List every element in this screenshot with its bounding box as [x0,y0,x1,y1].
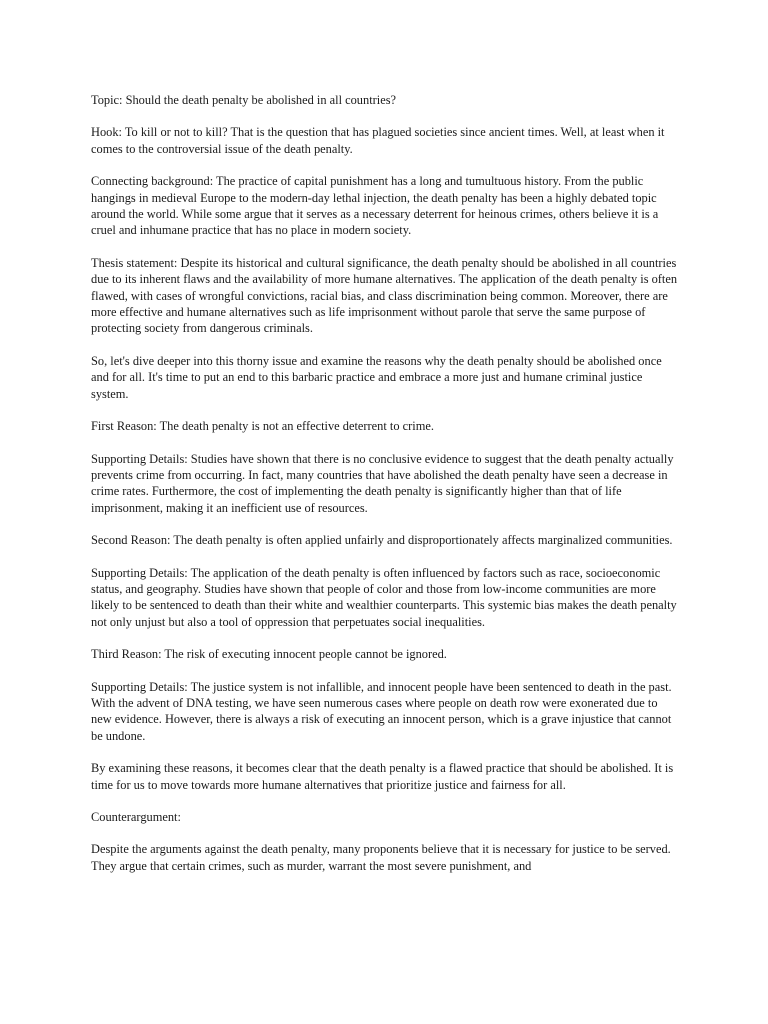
paragraph-background: Connecting background: The practice of capital punishment has a long and tumultuous history. From the public hangings in medieval Europe to the modern-day lethal injection, the death penalty has been a highly debated topic around the world. While some argue that it serves as a necessary deterrent for heinous crimes, others believe it is a cruel and inhumane practice that has no place in modern society. [91,174,659,238]
paragraph-second-reason: Second Reason: The death penalty is often applied unfairly and disproportionately affects marginalized communities. [91,533,673,548]
paragraph-third-reason: Third Reason: The risk of executing innocent people cannot be ignored. [91,647,447,662]
paragraph-first-details: Supporting Details: Studies have shown that there is no conclusive evidence to suggest that the death penalty actually prevents crime from occurring. In fact, many countries that have abolished the death penalty have seen a decrease in crime rates. Furthermore, the cost of implementing the death penalty is significantly higher than that of life imprisonment, making it an inefficient use of resources. [91,451,674,515]
paragraph-counterargument-heading: Counterargument: [91,810,181,824]
paragraph-counterargument: Despite the arguments against the death penalty, many proponents believe that it is necessary for justice to be served. They argue that certain crimes, such as murder, warrant the most severe punishment, and [91,842,671,873]
paragraph-first-reason: First Reason: The death penalty is not an effective deterrent to crime. [91,419,434,434]
paragraph-conclusion: By examining these reasons, it becomes clear that the death penalty is a flawed practice that should be abolished. It is time for us to move towards more humane alternatives that prioritize justice and fairness for all. [91,761,674,792]
paragraph-hook: Hook: To kill or not to kill? That is the question that has plagued societies since ancient times. Well, at least when it comes to the controversial issue of the death penalty. [91,125,665,156]
paragraph-second-details: Supporting Details: The application of the death penalty is often influenced by factors such as race, socioeconomic status, and geography. Studies have shown that people of color and those from low-income communities are more likely to be sentenced to death than their white and wealthier counterparts. This systemic bias makes the death penalty not only unjust but also a tool of oppression that perpetuates social inequalities. [91,565,677,629]
paragraph-transition: So, let's dive deeper into this thorny issue and examine the reasons why the death penalty should be abolished once and for all. It's time to put an end to this barbaric practice and embrace a more just and humane criminal justice system. [91,353,662,401]
paragraph-topic: Topic: Should the death penalty be abolished in all countries? [91,93,397,107]
document-body [91,92,681,890]
paragraph-thesis: Thesis statement: Despite its historical and cultural significance, the death penalty should be abolished in all countries due to its inherent flaws and the availability of more humane alternatives. The application of the death penalty is often flawed, with cases of wrongful convictions, racial bias, and class discrimination being common. Moreover, there are more effective and humane alternatives such as life imprisonment without parole that serve the same purpose of protecting society from dangerous criminals. [91,255,678,336]
paragraph-third-details: Supporting Details: The justice system is not infallible, and innocent people have been sentenced to death in the past. With the advent of DNA testing, we have seen numerous cases where people on death row were exonerated due to new evidence. However, there is always a risk of executing an innocent person, which is a grave injustice that cannot be undone. [91,679,672,743]
